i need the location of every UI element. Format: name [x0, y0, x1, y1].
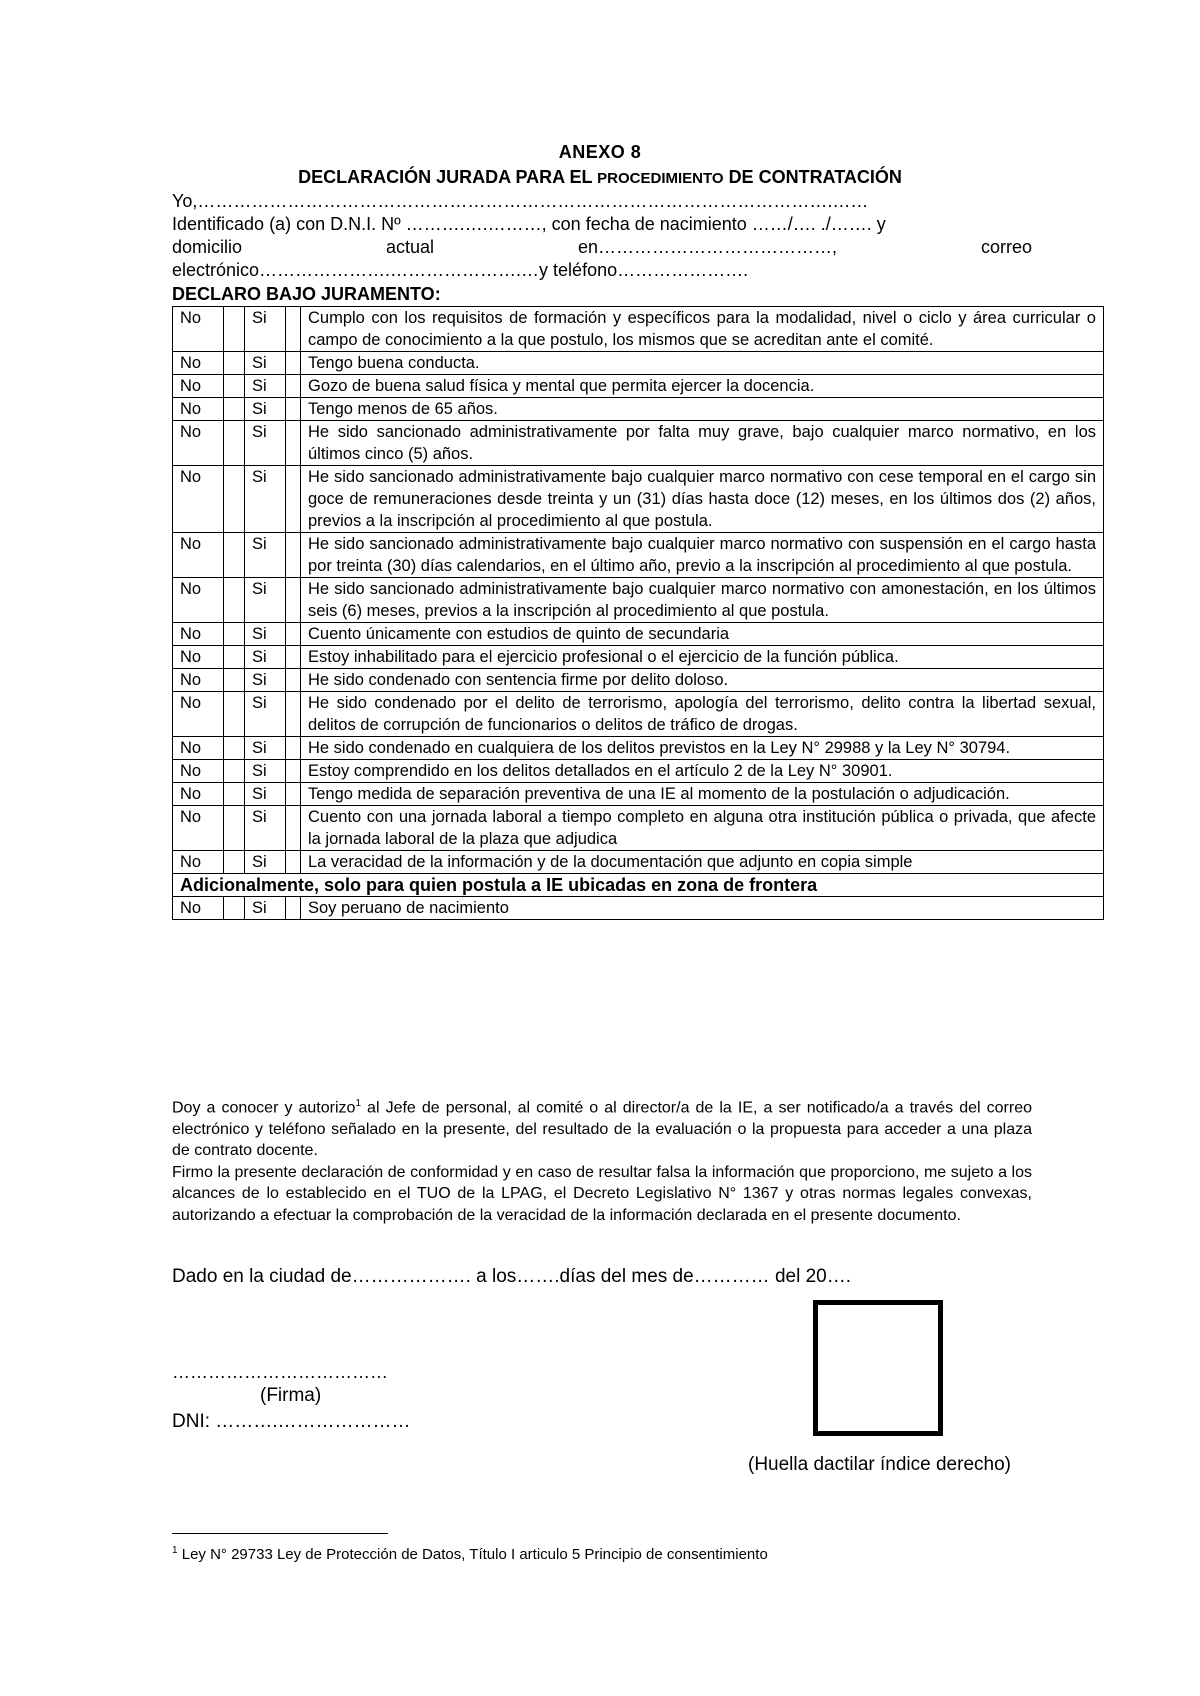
no-label: No — [173, 623, 224, 646]
si-checkbox[interactable] — [286, 646, 301, 669]
no-checkbox[interactable] — [224, 851, 245, 874]
si-label: Si — [245, 398, 286, 421]
no-label: No — [173, 352, 224, 375]
no-checkbox[interactable] — [224, 533, 245, 578]
no-checkbox[interactable] — [224, 307, 245, 352]
no-checkbox[interactable] — [224, 897, 245, 920]
si-checkbox[interactable] — [286, 783, 301, 806]
no-checkbox[interactable] — [224, 352, 245, 375]
no-checkbox[interactable] — [224, 646, 245, 669]
declaration-text: Gozo de buena salud física y mental que permita ejercer la docencia. — [301, 375, 1104, 398]
no-label: No — [173, 398, 224, 421]
si-checkbox[interactable] — [286, 760, 301, 783]
no-checkbox[interactable] — [224, 623, 245, 646]
table-row — [173, 352, 1104, 375]
footnote-separator — [172, 1533, 388, 1534]
table-row — [173, 307, 1104, 352]
si-label: Si — [245, 466, 286, 533]
si-label: Si — [245, 646, 286, 669]
title-part-2: PROCEDIMIENTO — [597, 170, 724, 187]
fingerprint-box — [813, 1300, 943, 1436]
additional-heading: Adicionalmente, solo para quien postula a IE ubicadas en zona de frontera — [173, 874, 1104, 897]
table-row — [173, 760, 1104, 783]
authorization-paragraph — [172, 1093, 1032, 1162]
si-checkbox[interactable] — [286, 466, 301, 533]
declaration-text: He sido condenado en cualquiera de los delitos previstos en la Ley N° 29988 y la Ley N° 30794. — [301, 737, 1104, 760]
no-label: No — [173, 466, 224, 533]
no-checkbox[interactable] — [224, 669, 245, 692]
title-part-3: DE CONTRATACIÓN — [728, 167, 902, 187]
no-checkbox[interactable] — [224, 760, 245, 783]
si-checkbox[interactable] — [286, 669, 301, 692]
no-label: No — [173, 897, 224, 920]
no-checkbox[interactable] — [224, 806, 245, 851]
no-checkbox[interactable] — [224, 692, 245, 737]
si-checkbox[interactable] — [286, 897, 301, 920]
no-checkbox[interactable] — [224, 578, 245, 623]
si-label: Si — [245, 692, 286, 737]
no-label: No — [173, 646, 224, 669]
table-row — [173, 623, 1104, 646]
no-label: No — [173, 578, 224, 623]
si-checkbox[interactable] — [286, 398, 301, 421]
declaration-text: He sido sancionado administrativamente por falta muy grave, bajo cualquier marco normativo, en los últimos cinco (5) años. — [301, 421, 1104, 466]
declaration-text: He sido condenado por el delito de terrorismo, apología del terrorismo, delito contra la libertad sexual, delitos de corrupción de funcionarios o delitos de tráfico de drogas. — [301, 692, 1104, 737]
si-label: Si — [245, 897, 286, 920]
declaration-table — [172, 306, 1104, 920]
p1-start: Doy a conocer y autorizo — [172, 1099, 356, 1117]
no-checkbox[interactable] — [224, 466, 245, 533]
no-checkbox[interactable] — [224, 783, 245, 806]
si-label: Si — [245, 851, 286, 874]
no-label: No — [173, 533, 224, 578]
no-checkbox[interactable] — [224, 398, 245, 421]
address-line — [172, 236, 1032, 259]
document-title — [0, 167, 1200, 188]
si-label: Si — [245, 307, 286, 352]
declaration-text: Tengo medida de separación preventiva de una IE al momento de la postulación o adjudicación. — [301, 783, 1104, 806]
si-label: Si — [245, 806, 286, 851]
authorization-text — [172, 1093, 1032, 1226]
email-phone-line: electrónico………………….………………….…y teléfono…………………. — [172, 260, 749, 280]
no-label: No — [173, 806, 224, 851]
si-checkbox[interactable] — [286, 692, 301, 737]
declaration-text: Cumplo con los requisitos de formación y específicos para la modalidad, nivel o ciclo y área curricular o campo de conocimiento a la que postulo, los mismos que se acreditan ante el comité. — [301, 307, 1104, 352]
table-row — [173, 783, 1104, 806]
si-label: Si — [245, 737, 286, 760]
declaration-heading: DECLARO BAJO JURAMENTO: — [172, 284, 441, 304]
declaration-text: Estoy inhabilitado para el ejercicio profesional o el ejercicio de la función pública. — [301, 646, 1104, 669]
signature-dni: DNI: ……….………………… — [172, 1411, 411, 1432]
table-row — [173, 375, 1104, 398]
si-checkbox[interactable] — [286, 806, 301, 851]
si-label: Si — [245, 375, 286, 398]
no-checkbox[interactable] — [224, 375, 245, 398]
footnote — [172, 1545, 768, 1563]
no-label: No — [173, 760, 224, 783]
table-row — [173, 897, 1104, 920]
date-place-line: Dado en la ciudad de………………. a los…….días del mes de………… del 20…. — [172, 1266, 852, 1287]
si-checkbox[interactable] — [286, 737, 301, 760]
no-checkbox[interactable] — [224, 421, 245, 466]
declaration-text: He sido sancionado administrativamente bajo cualquier marco normativo con amonestación, en los últimos seis (6) meses, previos a la inscripción al procedimiento al que postula. — [301, 578, 1104, 623]
address-word: correo — [980, 237, 1032, 257]
si-checkbox[interactable] — [286, 352, 301, 375]
no-label: No — [173, 669, 224, 692]
no-label: No — [173, 375, 224, 398]
declaration-text: Tengo buena conducta. — [301, 352, 1104, 375]
name-line: Yo,…………………………………………………………………………………………….…… — [172, 191, 869, 211]
no-checkbox[interactable] — [224, 737, 245, 760]
table-row — [173, 466, 1104, 533]
si-label: Si — [245, 421, 286, 466]
signature-line: ……………………………… — [172, 1362, 388, 1382]
address-word: en…………………………………, — [577, 237, 838, 257]
footnote-marker: 1 — [172, 1545, 178, 1556]
si-checkbox[interactable] — [286, 623, 301, 646]
personal-data-block — [172, 190, 1032, 282]
declaration-text: Estoy comprendido en los delitos detallados en el artículo 2 de la Ley N° 30901. — [301, 760, 1104, 783]
declaration-text: He sido condenado con sentencia firme por delito doloso. — [301, 669, 1104, 692]
table-row — [173, 737, 1104, 760]
declaration-text: He sido sancionado administrativamente bajo cualquier marco normativo con suspensión en el cargo hasta por treinta (30) días calendarios, en el último año, previo a la inscripción al procedimiento al que postula. — [301, 533, 1104, 578]
si-label: Si — [245, 623, 286, 646]
si-checkbox[interactable] — [286, 421, 301, 466]
table-row — [173, 692, 1104, 737]
si-label: Si — [245, 783, 286, 806]
footnote-text: Ley N° 29733 Ley de Protección de Datos, Título I articulo 5 Principio de consentimiento — [177, 1546, 768, 1563]
table-row — [173, 421, 1104, 466]
additional-heading-row — [173, 874, 1104, 897]
declaration-text: Cuento únicamente con estudios de quinto de secundaria — [301, 623, 1104, 646]
no-label: No — [173, 307, 224, 352]
table-row — [173, 398, 1104, 421]
declaration-text: Soy peruano de nacimiento — [301, 897, 1104, 920]
signature-label: (Firma) — [260, 1385, 322, 1406]
p1-end: al Jefe de personal, al comité o al director/a de la IE, a ser notificado/a a través del correo electrónico y teléfono señalado en la presente, del resultado de la evaluación o la propuesta para acceder a una plaza de contrato docente. — [172, 1099, 1032, 1160]
signature-paragraph: Firmo la presente declaración de conformidad y en caso de resultar falsa la información que proporciono, me sujeto a los alcances de lo establecido en el TUO de la LPAG, el Decreto Legislativo N° 1367 y otras normas legales convexas, autorizando a efectuar la comprobación de la veracidad de la información declarada en el presente documento. — [172, 1163, 1032, 1224]
no-label: No — [173, 421, 224, 466]
footnote-ref: 1 — [355, 1098, 361, 1109]
declaration-text: He sido sancionado administrativamente bajo cualquier marco normativo con cese temporal en el cargo sin goce de remuneraciones desde treinta y un (31) días hasta doce (12) meses, en los últimos dos (2) años, previos a la inscripción al procedimiento al que postula. — [301, 466, 1104, 533]
si-checkbox[interactable] — [286, 578, 301, 623]
declaration-text: La veracidad de la información y de la documentación que adjunto en copia simple — [301, 851, 1104, 874]
si-checkbox[interactable] — [286, 375, 301, 398]
address-word: domicilio — [172, 237, 243, 257]
no-label: No — [173, 737, 224, 760]
fingerprint-label: (Huella dactilar índice derecho) — [748, 1454, 1011, 1475]
si-checkbox[interactable] — [286, 533, 301, 578]
dni-birth-line: Identificado (a) con D.N.I. Nº ……….….………, con fecha de nacimiento ……/…. ./……. y — [172, 214, 886, 234]
si-checkbox[interactable] — [286, 851, 301, 874]
no-label: No — [173, 692, 224, 737]
si-label: Si — [245, 669, 286, 692]
table-row — [173, 646, 1104, 669]
si-label: Si — [245, 352, 286, 375]
si-label: Si — [245, 533, 286, 578]
address-word: actual — [385, 237, 435, 257]
table-row — [173, 851, 1104, 874]
no-label: No — [173, 851, 224, 874]
annex-title: ANEXO 8 — [558, 142, 642, 162]
table-row — [173, 669, 1104, 692]
table-row — [173, 806, 1104, 851]
title-part-1: DECLARACIÓN JURADA PARA EL — [298, 167, 593, 187]
declaration-text: Tengo menos de 65 años. — [301, 398, 1104, 421]
table-row — [173, 533, 1104, 578]
si-label: Si — [245, 760, 286, 783]
declaration-text: Cuento con una jornada laboral a tiempo completo en alguna otra institución pública o privada, que afecte la jornada laboral de la plaza que adjudica — [301, 806, 1104, 851]
table-row — [173, 578, 1104, 623]
si-label: Si — [245, 578, 286, 623]
no-label: No — [173, 783, 224, 806]
si-checkbox[interactable] — [286, 307, 301, 352]
